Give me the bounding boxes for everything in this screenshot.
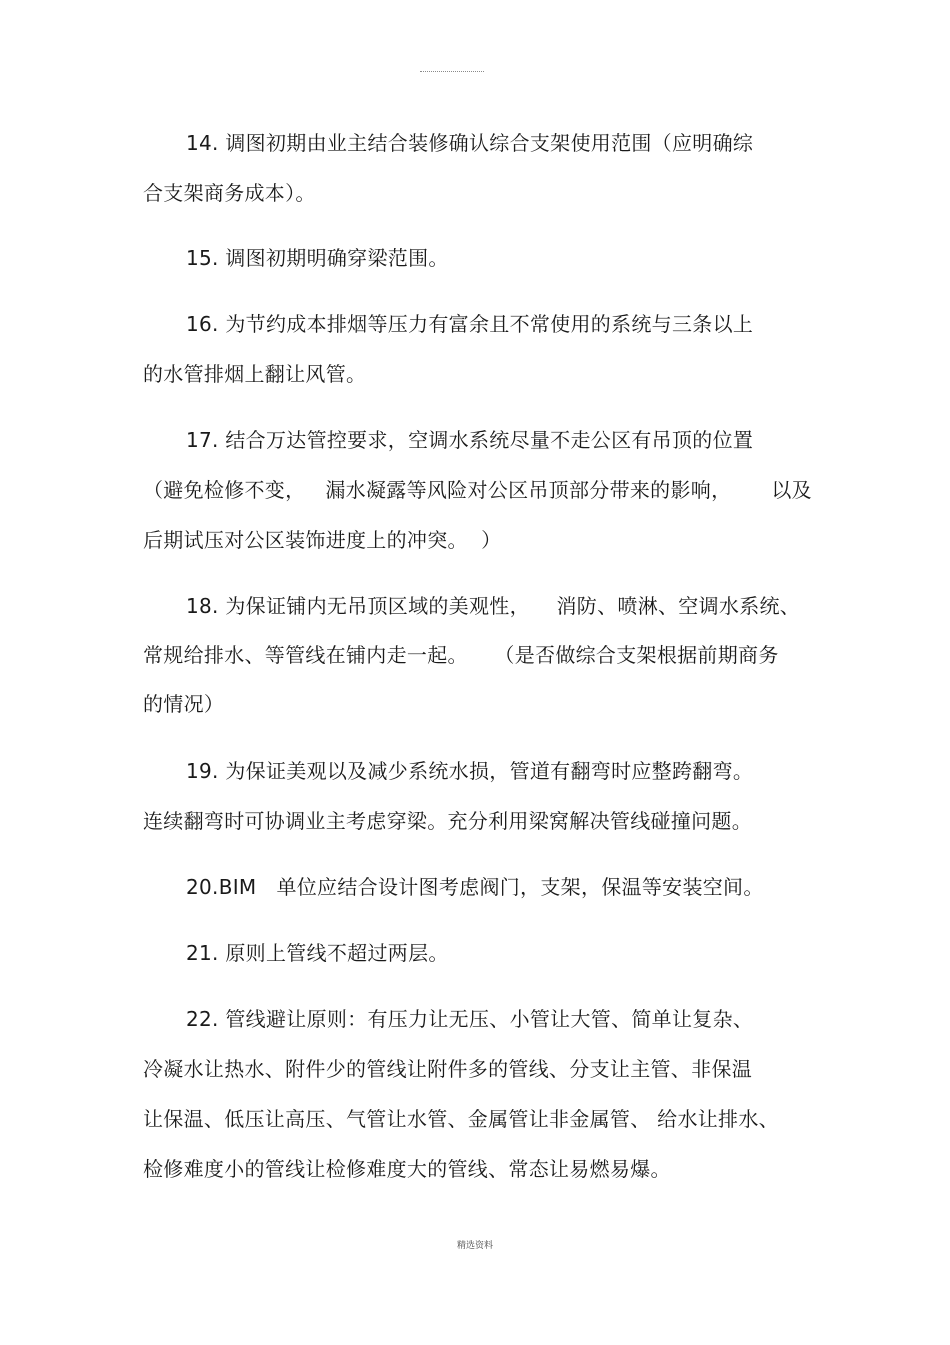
paragraph-line: 让保温、低压让高压、气管让水管、金属管让非金属管、 给水让排水、 [143, 1107, 779, 1131]
paragraph-line: 21. 原则上管线不超过两层。 [186, 941, 449, 965]
paragraph-line: 15. 调图初期明确穿梁范围。 [186, 246, 449, 270]
paragraph-line: 的水管排烟上翻让风管。 [143, 362, 367, 386]
paragraph-line: 冷凝水让热水、附件少的管线让附件多的管线、分支让主管、非保温 [143, 1057, 752, 1081]
paragraph-line: 16. 为节约成本排烟等压力有富余且不常使用的系统与三条以上 [186, 312, 754, 336]
paragraph-line: 常规给排水、等管线在铺内走一起。 （是否做综合支架根据前期商务 [143, 643, 779, 667]
paragraph-line: 的情况） [143, 692, 225, 716]
paragraph-line: 连续翻弯时可协调业主考虑穿梁。充分利用梁窝解决管线碰撞问题。 [143, 809, 752, 833]
paragraph-line: 17. 结合万达管控要求，空调水系统尽量不走公区有吊顶的位置 [186, 428, 754, 452]
paragraph-line: 14. 调图初期由业主结合装修确认综合支架使用范围（应明确综 [186, 131, 754, 155]
paragraph-line: （避免检修不变， 漏水凝露等风险对公区吊顶部分带来的影响， 以及 [143, 478, 812, 502]
paragraph-line: 18. 为保证铺内无吊顶区域的美观性， 消防、喷淋、空调水系统、 [186, 594, 801, 618]
paragraph-line: 22. 管线避让原则：有压力让无压、小管让大管、简单让复杂、 [186, 1007, 754, 1031]
paragraph-line: 20.BIM 单位应结合设计图考虑阀门，支架，保温等安装空间。 [186, 875, 764, 899]
header-dotted-rule [420, 71, 484, 72]
paragraph-line: 检修难度小的管线让检修难度大的管线、常态让易燃易爆。 [143, 1157, 671, 1181]
paragraph-line: 合支架商务成本）。 [143, 181, 316, 205]
paragraph-line: 19. 为保证美观以及减少系统水损，管道有翻弯时应整跨翻弯。 [186, 759, 754, 783]
page-footer-label: 精选资料 [456, 1241, 493, 1251]
paragraph-line: 后期试压对公区装饰进度上的冲突。 ） [143, 528, 502, 552]
